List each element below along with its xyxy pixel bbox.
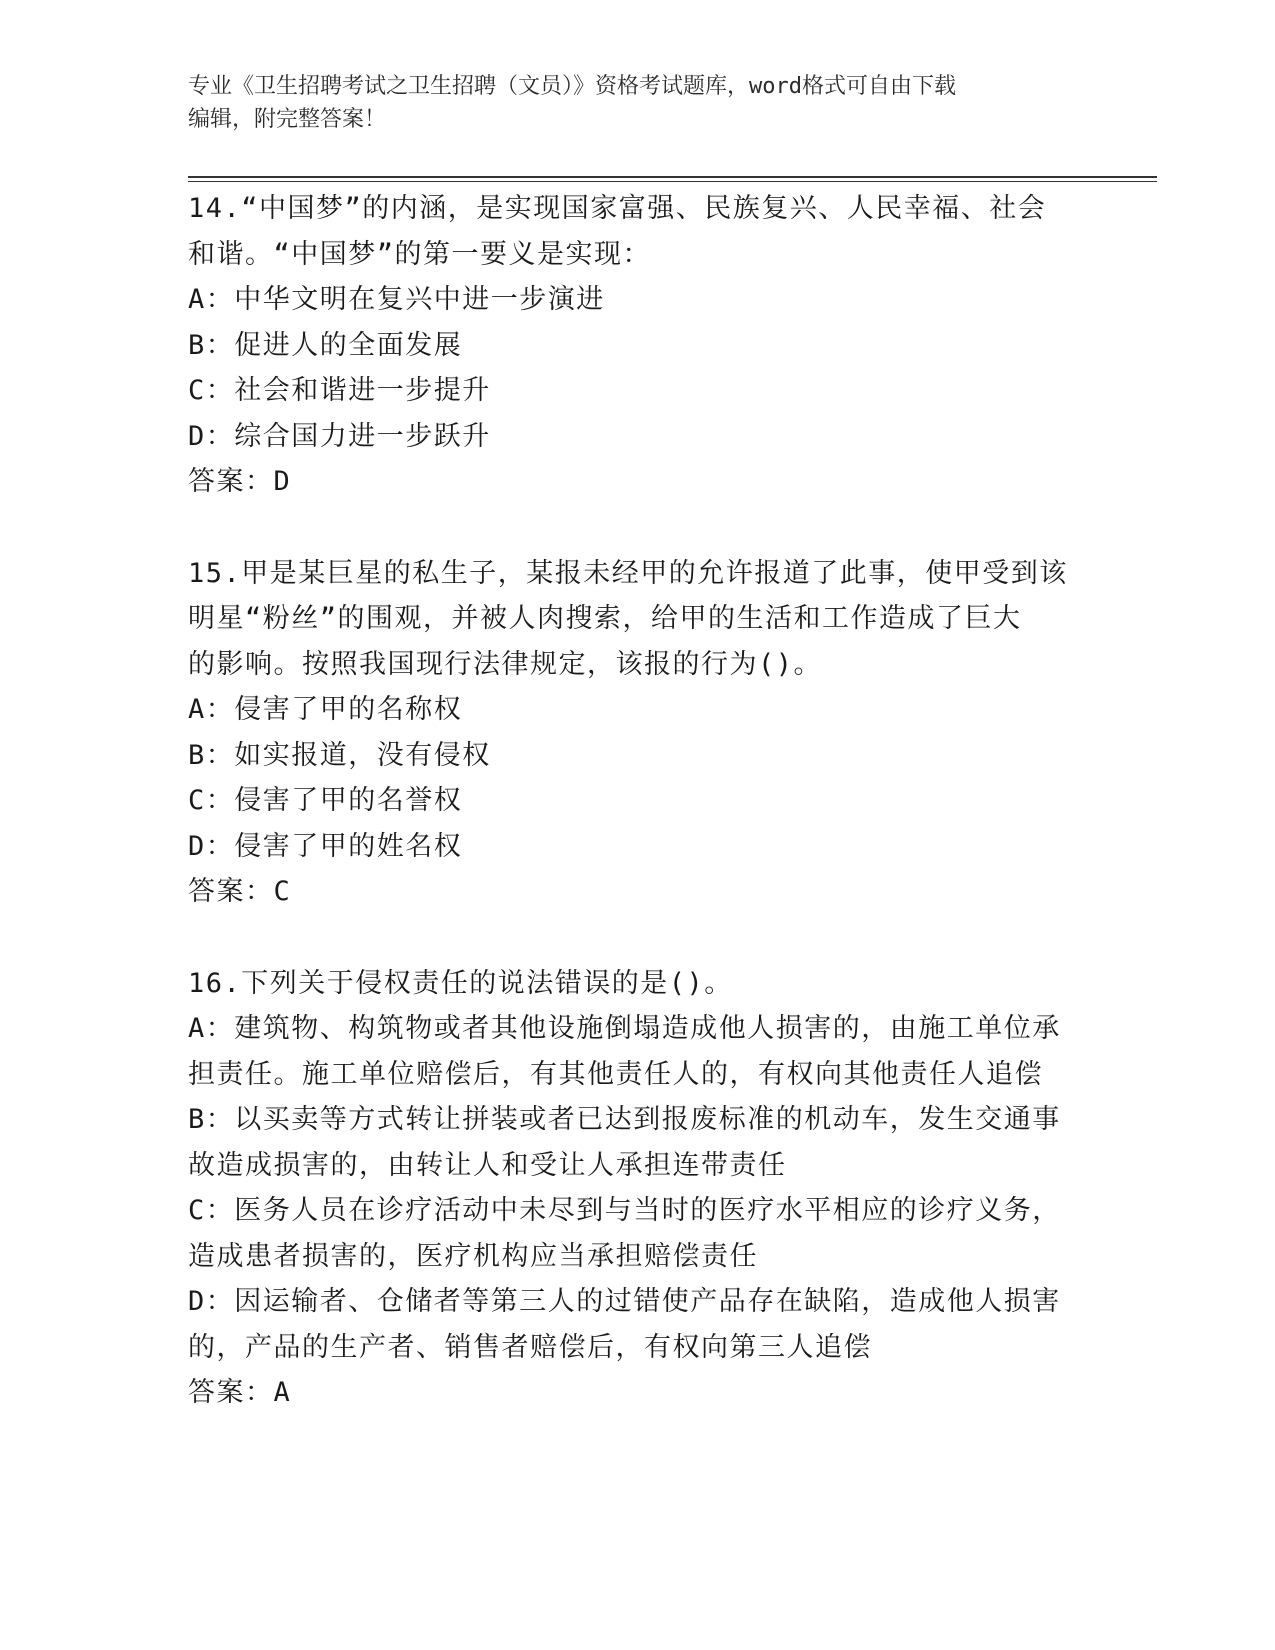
- option-a: A：中华文明在复兴中进一步演进: [188, 284, 605, 315]
- header-line: 编辑，附完整答案！: [188, 107, 387, 132]
- option-d-cont: 的，产品的生产者、销售者赔偿后，有权向第三人追偿: [188, 1331, 872, 1363]
- answer-label: 答案：: [188, 876, 274, 907]
- document-header: [188, 70, 1098, 136]
- answer-value: A: [273, 1377, 292, 1408]
- answer-label: 答案：: [188, 466, 274, 497]
- answer-line: [188, 459, 1118, 505]
- question-stem: 明星“粉丝”的围观，并被人肉搜索，给甲的生活和工作造成了巨大: [188, 603, 1022, 634]
- answer-line: [188, 1370, 1118, 1416]
- option-c: C：社会和谐进一步提升: [188, 375, 491, 406]
- question-14: [188, 186, 1118, 505]
- option-d: D：综合国力进一步跃升: [188, 420, 491, 452]
- option-d: D：侵害了甲的姓名权: [188, 830, 463, 862]
- header-divider: [188, 176, 1157, 182]
- option-c: C：医务人员在诊疗活动中未尽到与当时的医疗水平相应的诊疗义务，: [188, 1195, 1061, 1226]
- option-a: A：侵害了甲的名称权: [188, 694, 463, 725]
- option-c-cont: 造成患者损害的，医疗机构应当承担赔偿责任: [188, 1240, 758, 1272]
- question-stem: 的影响。按照我国现行法律规定，该报的行为()。: [188, 648, 823, 680]
- question-16: [188, 961, 1118, 1416]
- question-stem: 15.甲是某巨星的私生子，某报未经甲的允许报道了此事，使甲受到该: [188, 557, 1068, 589]
- question-stem: 14.“中国梦”的内涵，是实现国家富强、民族复兴、人民幸福、社会: [188, 193, 1047, 224]
- option-a: A：建筑物、构筑物或者其他设施倒塌造成他人损害的，由施工单位承: [188, 1013, 1061, 1044]
- option-b: B：以买卖等方式转让拼装或者已达到报废标准的机动车，发生交通事: [188, 1104, 1061, 1135]
- option-d: D：因运输者、仓储者等第三人的过错使产品存在缺陷，造成他人损害: [188, 1286, 1061, 1317]
- option-a-cont: 担责任。施工单位赔偿后，有其他责任人的，有权向其他责任人追偿: [188, 1058, 1043, 1090]
- question-stem: 和谐。“中国梦”的第一要义是实现：: [188, 238, 652, 270]
- spacer: [188, 505, 1118, 551]
- option-b-cont: 故造成损害的，由转让人和受让人承担连带责任: [188, 1149, 787, 1181]
- answer-line: [188, 869, 1118, 915]
- option-c: C：侵害了甲的名誉权: [188, 785, 463, 816]
- spacer: [188, 915, 1118, 961]
- question-list: [188, 186, 1118, 1416]
- header-line: 专业《卫生招聘考试之卫生招聘（文员）》资格考试题库，word格式可自由下载: [188, 74, 956, 99]
- answer-label: 答案：: [188, 1377, 274, 1408]
- answer-value: D: [273, 466, 292, 497]
- option-b: B：促进人的全面发展: [188, 329, 463, 361]
- option-b: B：如实报道，没有侵权: [188, 739, 491, 771]
- answer-value: C: [273, 876, 292, 907]
- question-15: [188, 551, 1118, 915]
- question-stem: 16.下列关于侵权责任的说法错误的是()。: [188, 967, 733, 999]
